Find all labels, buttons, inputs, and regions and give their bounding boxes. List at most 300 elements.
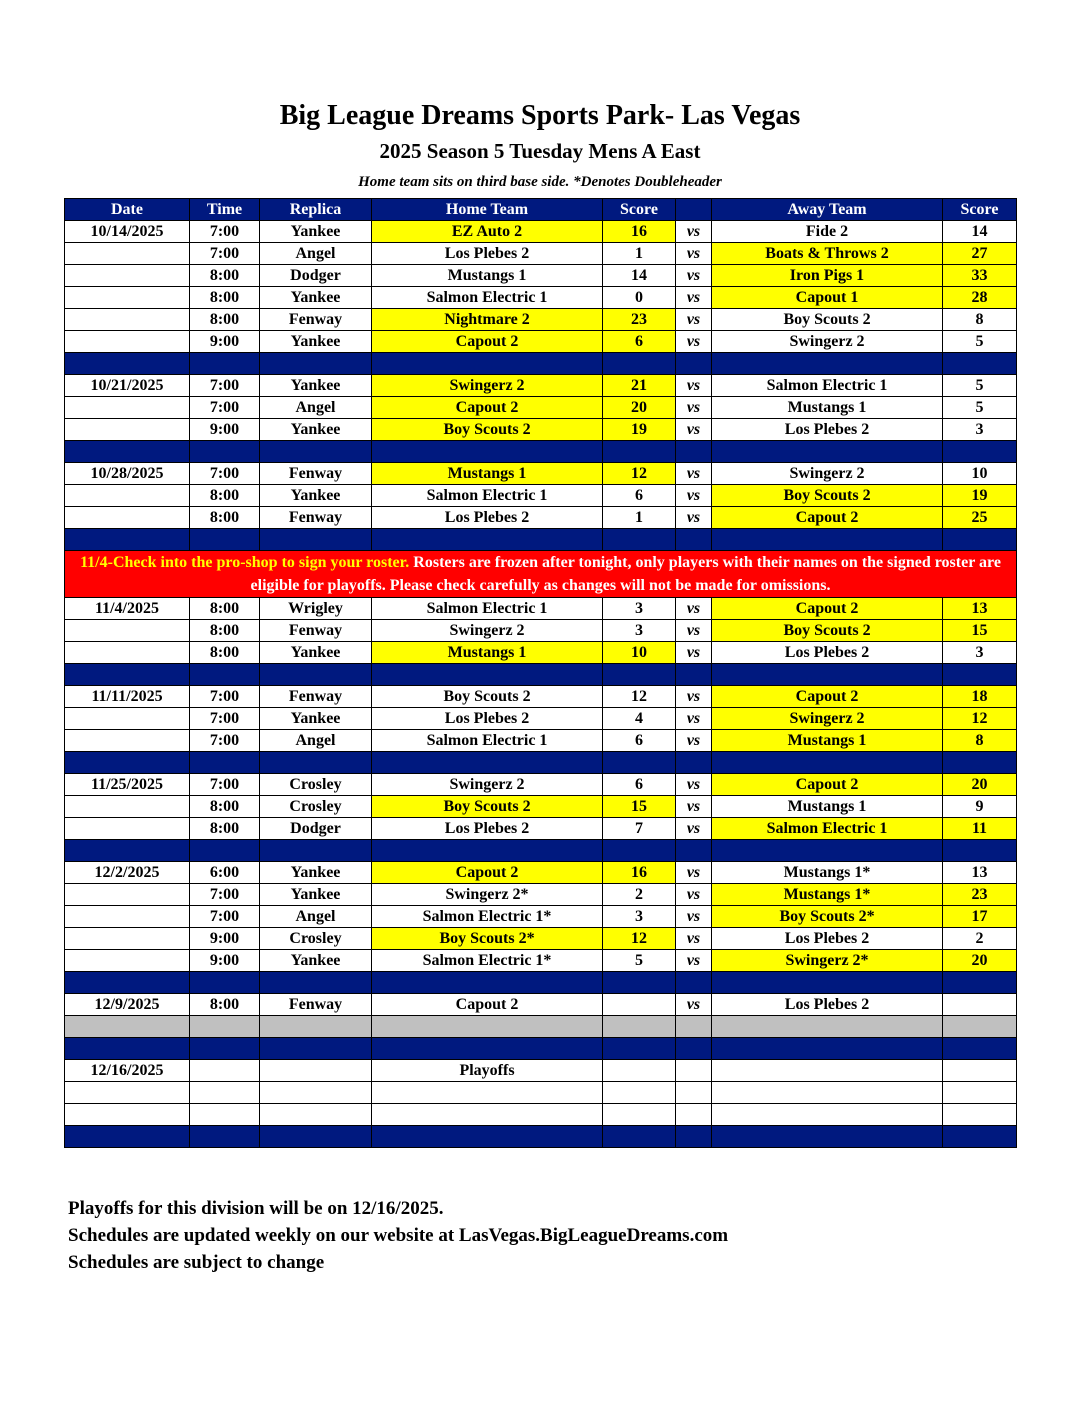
home-team: EZ Auto 2 — [372, 221, 603, 243]
empty-cell — [676, 840, 712, 862]
home-team: Mustangs 1 — [372, 642, 603, 664]
table-row — [65, 265, 1017, 287]
away-team: Capout 2 — [712, 686, 943, 708]
game-time: 9:00 — [190, 419, 260, 441]
empty-cell — [676, 972, 712, 994]
separator-row — [65, 972, 1017, 994]
table-row — [65, 243, 1017, 265]
game-date — [65, 419, 190, 441]
home-score: 14 — [603, 265, 676, 287]
game-field: Angel — [260, 730, 372, 752]
game-time: 8:00 — [190, 620, 260, 642]
away-score: 9 — [943, 796, 1017, 818]
empty-cell — [676, 1082, 712, 1104]
game-field: Yankee — [260, 862, 372, 884]
home-score: 12 — [603, 463, 676, 485]
vs-label: vs — [676, 994, 712, 1016]
game-field: Crosley — [260, 928, 372, 950]
vs-label: vs — [676, 642, 712, 664]
home-team: Los Plebes 2 — [372, 708, 603, 730]
away-score: 3 — [943, 419, 1017, 441]
away-score: 28 — [943, 287, 1017, 309]
separator-row — [65, 1126, 1017, 1148]
empty-cell — [676, 752, 712, 774]
empty-cell — [190, 1016, 260, 1038]
home-score: 6 — [603, 774, 676, 796]
table-row — [65, 928, 1017, 950]
vs-label: vs — [676, 287, 712, 309]
table-row — [65, 906, 1017, 928]
game-field: Fenway — [260, 309, 372, 331]
empty-row — [65, 1104, 1017, 1126]
empty-cell — [372, 441, 603, 463]
away-score: 18 — [943, 686, 1017, 708]
empty-cell — [260, 1126, 372, 1148]
vs-label: vs — [676, 507, 712, 529]
empty-cell — [65, 752, 190, 774]
home-team: Salmon Electric 1* — [372, 906, 603, 928]
col-away-team: Away Team — [712, 199, 943, 221]
empty-cell — [190, 1082, 260, 1104]
empty-cell — [603, 353, 676, 375]
away-team: Boats & Throws 2 — [712, 243, 943, 265]
game-time: 7:00 — [190, 686, 260, 708]
away-team: Boy Scouts 2* — [712, 906, 943, 928]
home-score — [603, 1060, 676, 1082]
table-row — [65, 642, 1017, 664]
vs-label: vs — [676, 397, 712, 419]
game-time: 7:00 — [190, 708, 260, 730]
away-score: 8 — [943, 730, 1017, 752]
empty-cell — [190, 353, 260, 375]
game-date — [65, 818, 190, 840]
table-row — [65, 598, 1017, 620]
game-field: Yankee — [260, 419, 372, 441]
game-field: Fenway — [260, 994, 372, 1016]
vs-label: vs — [676, 463, 712, 485]
empty-cell — [943, 972, 1017, 994]
game-time: 8:00 — [190, 309, 260, 331]
vs-label: vs — [676, 419, 712, 441]
empty-cell — [65, 441, 190, 463]
game-date: 10/21/2025 — [65, 375, 190, 397]
game-field: Yankee — [260, 884, 372, 906]
home-score: 19 — [603, 419, 676, 441]
game-field: Fenway — [260, 507, 372, 529]
empty-cell — [943, 1104, 1017, 1126]
home-team: Mustangs 1 — [372, 463, 603, 485]
empty-cell — [372, 752, 603, 774]
away-score: 13 — [943, 862, 1017, 884]
game-date — [65, 265, 190, 287]
game-time: 7:00 — [190, 906, 260, 928]
game-field: Yankee — [260, 287, 372, 309]
vs-label: vs — [676, 708, 712, 730]
vs-label: vs — [676, 686, 712, 708]
home-team: Salmon Electric 1 — [372, 598, 603, 620]
away-team: Capout 2 — [712, 774, 943, 796]
empty-cell — [603, 1126, 676, 1148]
game-date — [65, 730, 190, 752]
empty-cell — [603, 1038, 676, 1060]
empty-cell — [260, 1038, 372, 1060]
game-time: 9:00 — [190, 928, 260, 950]
schedule-body — [65, 221, 1017, 1148]
home-team: Mustangs 1 — [372, 265, 603, 287]
home-team: Boy Scouts 2 — [372, 796, 603, 818]
empty-cell — [260, 752, 372, 774]
home-team: Los Plebes 2 — [372, 818, 603, 840]
game-field: Yankee — [260, 950, 372, 972]
home-score — [603, 994, 676, 1016]
game-time: 7:00 — [190, 375, 260, 397]
empty-cell — [603, 1104, 676, 1126]
schedule-table — [64, 198, 1017, 1148]
home-score: 23 — [603, 309, 676, 331]
empty-cell — [943, 1126, 1017, 1148]
empty-cell — [712, 1126, 943, 1148]
game-time: 8:00 — [190, 796, 260, 818]
home-score: 2 — [603, 884, 676, 906]
away-team: Boy Scouts 2 — [712, 620, 943, 642]
home-score: 3 — [603, 906, 676, 928]
game-date — [65, 884, 190, 906]
game-field: Yankee — [260, 708, 372, 730]
home-score: 0 — [603, 287, 676, 309]
away-score: 23 — [943, 884, 1017, 906]
game-date: 12/16/2025 — [65, 1060, 190, 1082]
game-time: 8:00 — [190, 994, 260, 1016]
game-time: 7:00 — [190, 463, 260, 485]
empty-cell — [712, 840, 943, 862]
empty-cell — [712, 752, 943, 774]
away-score: 5 — [943, 331, 1017, 353]
home-team: Capout 2 — [372, 862, 603, 884]
home-score: 5 — [603, 950, 676, 972]
table-row — [65, 708, 1017, 730]
game-date — [65, 906, 190, 928]
table-row — [65, 419, 1017, 441]
empty-cell — [65, 1126, 190, 1148]
notice-date: 11/4- — [80, 554, 113, 571]
empty-cell — [190, 529, 260, 551]
empty-cell — [372, 1104, 603, 1126]
game-time: 7:00 — [190, 243, 260, 265]
away-score: 20 — [943, 774, 1017, 796]
home-score: 3 — [603, 598, 676, 620]
game-field: Wrigley — [260, 598, 372, 620]
empty-cell — [190, 840, 260, 862]
col-vs — [676, 199, 712, 221]
empty-cell — [190, 752, 260, 774]
game-time: 8:00 — [190, 265, 260, 287]
game-time: 7:00 — [190, 774, 260, 796]
empty-cell — [190, 1038, 260, 1060]
away-team: Mustangs 1 — [712, 730, 943, 752]
home-score: 16 — [603, 221, 676, 243]
empty-cell — [676, 1016, 712, 1038]
empty-cell — [603, 972, 676, 994]
away-team: Salmon Electric 1 — [712, 375, 943, 397]
away-score: 3 — [943, 642, 1017, 664]
vs-label: vs — [676, 862, 712, 884]
empty-cell — [260, 529, 372, 551]
table-row — [65, 309, 1017, 331]
table-row — [65, 287, 1017, 309]
away-team: Los Plebes 2 — [712, 419, 943, 441]
game-field: Fenway — [260, 463, 372, 485]
table-row — [65, 994, 1017, 1016]
empty-cell — [712, 1104, 943, 1126]
separator-row — [65, 1038, 1017, 1060]
empty-cell — [260, 664, 372, 686]
empty-row — [65, 1082, 1017, 1104]
away-team: Los Plebes 2 — [712, 642, 943, 664]
game-time: 7:00 — [190, 221, 260, 243]
away-score: 13 — [943, 598, 1017, 620]
empty-cell — [712, 441, 943, 463]
table-row — [65, 796, 1017, 818]
away-team: Los Plebes 2 — [712, 928, 943, 950]
away-team: Capout 2 — [712, 598, 943, 620]
game-date — [65, 331, 190, 353]
home-team: Capout 2 — [372, 331, 603, 353]
empty-cell — [65, 529, 190, 551]
table-row — [65, 221, 1017, 243]
home-score: 20 — [603, 397, 676, 419]
empty-cell — [372, 353, 603, 375]
home-score: 12 — [603, 928, 676, 950]
empty-cell — [603, 1016, 676, 1038]
game-field — [260, 1060, 372, 1082]
away-score: 2 — [943, 928, 1017, 950]
empty-cell — [260, 1104, 372, 1126]
empty-cell — [712, 664, 943, 686]
away-team: Capout 1 — [712, 287, 943, 309]
vs-label: vs — [676, 884, 712, 906]
empty-cell — [65, 972, 190, 994]
home-team: Playoffs — [372, 1060, 603, 1082]
away-team: Boy Scouts 2 — [712, 309, 943, 331]
home-team: Boy Scouts 2 — [372, 419, 603, 441]
empty-cell — [676, 1104, 712, 1126]
home-score: 10 — [603, 642, 676, 664]
empty-cell — [603, 664, 676, 686]
empty-cell — [603, 1082, 676, 1104]
roster-notice-row — [65, 551, 1017, 598]
game-field: Dodger — [260, 265, 372, 287]
home-team: Boy Scouts 2* — [372, 928, 603, 950]
vs-label: vs — [676, 906, 712, 928]
home-score: 3 — [603, 620, 676, 642]
home-score: 1 — [603, 507, 676, 529]
table-row — [65, 463, 1017, 485]
game-field: Yankee — [260, 642, 372, 664]
table-row — [65, 620, 1017, 642]
empty-cell — [603, 752, 676, 774]
footer-line-change: Schedules are subject to change — [68, 1252, 325, 1273]
empty-cell — [676, 664, 712, 686]
home-score: 7 — [603, 818, 676, 840]
away-score: 25 — [943, 507, 1017, 529]
away-score: 14 — [943, 221, 1017, 243]
empty-cell — [65, 840, 190, 862]
game-date — [65, 309, 190, 331]
empty-cell — [676, 529, 712, 551]
empty-cell — [260, 840, 372, 862]
empty-cell — [712, 353, 943, 375]
table-row — [65, 686, 1017, 708]
vs-label: vs — [676, 243, 712, 265]
game-date: 11/25/2025 — [65, 774, 190, 796]
home-score: 16 — [603, 862, 676, 884]
vs-label — [676, 1060, 712, 1082]
vs-label: vs — [676, 331, 712, 353]
empty-cell — [260, 1016, 372, 1038]
table-row — [65, 950, 1017, 972]
empty-cell — [372, 664, 603, 686]
game-time: 8:00 — [190, 598, 260, 620]
game-field: Angel — [260, 397, 372, 419]
table-header-row — [65, 199, 1017, 221]
game-time: 6:00 — [190, 862, 260, 884]
away-score: 15 — [943, 620, 1017, 642]
home-score: 21 — [603, 375, 676, 397]
empty-cell — [712, 1038, 943, 1060]
game-date — [65, 485, 190, 507]
col-time: Time — [190, 199, 260, 221]
home-team: Salmon Electric 1* — [372, 950, 603, 972]
empty-cell — [65, 1038, 190, 1060]
game-time: 8:00 — [190, 485, 260, 507]
away-team: Iron Pigs 1 — [712, 265, 943, 287]
empty-cell — [676, 441, 712, 463]
empty-cell — [712, 1082, 943, 1104]
game-field: Yankee — [260, 485, 372, 507]
col-home-score: Score — [603, 199, 676, 221]
game-field: Yankee — [260, 375, 372, 397]
vs-label: vs — [676, 818, 712, 840]
empty-cell — [260, 972, 372, 994]
game-field: Dodger — [260, 818, 372, 840]
game-field: Angel — [260, 906, 372, 928]
empty-cell — [603, 529, 676, 551]
game-field: Angel — [260, 243, 372, 265]
game-date — [65, 620, 190, 642]
home-team: Swingerz 2 — [372, 620, 603, 642]
empty-cell — [65, 353, 190, 375]
game-date — [65, 642, 190, 664]
empty-cell — [676, 353, 712, 375]
away-score: 17 — [943, 906, 1017, 928]
away-score: 12 — [943, 708, 1017, 730]
empty-cell — [676, 1038, 712, 1060]
game-date: 12/9/2025 — [65, 994, 190, 1016]
empty-cell — [943, 840, 1017, 862]
separator-row — [65, 840, 1017, 862]
empty-cell — [372, 529, 603, 551]
table-row — [65, 375, 1017, 397]
separator-row — [65, 353, 1017, 375]
separator-row — [65, 664, 1017, 686]
empty-cell — [372, 972, 603, 994]
game-time: 9:00 — [190, 331, 260, 353]
empty-cell — [712, 529, 943, 551]
away-team: Mustangs 1 — [712, 397, 943, 419]
roster-notice — [65, 551, 1017, 598]
empty-cell — [260, 1082, 372, 1104]
away-score: 8 — [943, 309, 1017, 331]
game-time: 9:00 — [190, 950, 260, 972]
away-team — [712, 1060, 943, 1082]
empty-cell — [190, 1104, 260, 1126]
home-score: 1 — [603, 243, 676, 265]
table-row — [65, 774, 1017, 796]
page-subtitle: 2025 Season 5 Tuesday Mens A East — [379, 139, 701, 163]
table-row — [65, 1060, 1017, 1082]
col-date: Date — [65, 199, 190, 221]
game-date — [65, 397, 190, 419]
table-row — [65, 884, 1017, 906]
empty-cell — [65, 1082, 190, 1104]
away-team: Capout 2 — [712, 507, 943, 529]
away-team: Boy Scouts 2 — [712, 485, 943, 507]
game-date: 12/2/2025 — [65, 862, 190, 884]
game-date: 11/4/2025 — [65, 598, 190, 620]
game-date: 10/28/2025 — [65, 463, 190, 485]
col-home-team: Home Team — [372, 199, 603, 221]
vs-label: vs — [676, 950, 712, 972]
footer-line-website: Schedules are updated weekly on our website at LasVegas.BigLeagueDreams.com — [68, 1225, 729, 1246]
game-time: 7:00 — [190, 397, 260, 419]
separator-row — [65, 752, 1017, 774]
table-row — [65, 818, 1017, 840]
game-date — [65, 287, 190, 309]
game-time: 8:00 — [190, 818, 260, 840]
empty-row — [65, 1016, 1017, 1038]
away-score: 5 — [943, 375, 1017, 397]
game-time: 7:00 — [190, 730, 260, 752]
away-team: Mustangs 1* — [712, 884, 943, 906]
empty-cell — [190, 1126, 260, 1148]
empty-cell — [190, 972, 260, 994]
vs-label: vs — [676, 928, 712, 950]
empty-cell — [943, 752, 1017, 774]
empty-cell — [712, 972, 943, 994]
away-score — [943, 1060, 1017, 1082]
away-score: 27 — [943, 243, 1017, 265]
empty-cell — [65, 1016, 190, 1038]
game-date — [65, 243, 190, 265]
empty-cell — [260, 353, 372, 375]
vs-label: vs — [676, 730, 712, 752]
away-score: 11 — [943, 818, 1017, 840]
empty-cell — [712, 1016, 943, 1038]
game-date — [65, 708, 190, 730]
empty-cell — [943, 1016, 1017, 1038]
home-score: 15 — [603, 796, 676, 818]
empty-cell — [260, 441, 372, 463]
table-row — [65, 507, 1017, 529]
notice-text: Rosters are frozen after tonight, only players with their names on the signed roster are eligible for playoffs. Please check carefully as changes will not be made for omissions. — [250, 554, 1001, 594]
away-team: Mustangs 1 — [712, 796, 943, 818]
vs-label: vs — [676, 796, 712, 818]
game-date: 11/11/2025 — [65, 686, 190, 708]
empty-cell — [65, 664, 190, 686]
footer-line-playoffs: Playoffs for this division will be on 12/16/2025. — [68, 1198, 444, 1219]
empty-cell — [372, 840, 603, 862]
table-row — [65, 397, 1017, 419]
